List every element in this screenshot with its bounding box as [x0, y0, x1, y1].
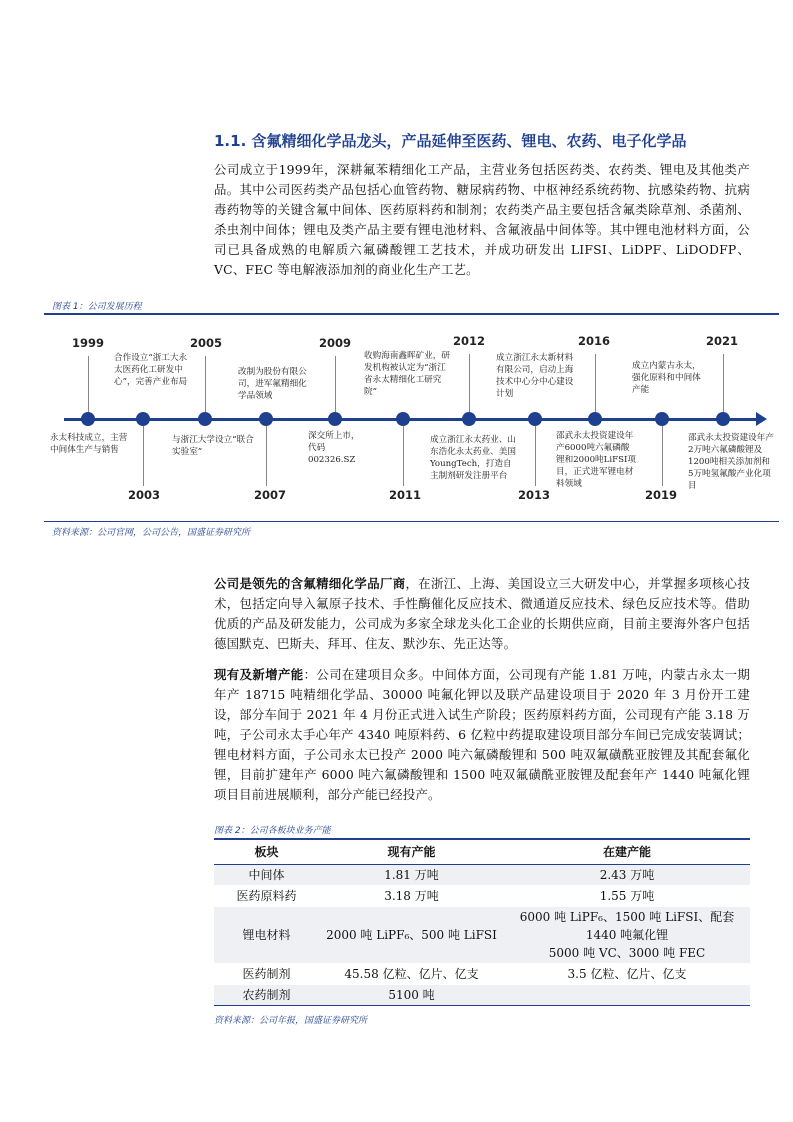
timeline-stem: [535, 426, 536, 486]
figure1-source: 资料来源：公司官网，公司公告，国盛证券研究所: [52, 528, 251, 538]
table-cell: [504, 984, 750, 1005]
timeline-year-1999: 1999: [72, 336, 105, 350]
timeline-stem: [335, 356, 336, 412]
cell-line: 6000 吨 LiPF₆、1500 吨 LiFSI、配套: [519, 909, 735, 924]
timeline-stem: [662, 426, 663, 486]
table-row: [214, 906, 750, 963]
table-row: [214, 984, 750, 1005]
timeline-text-2013: 成立浙江永太新材料有限公司，启动上海技术中心分中心建设计划: [496, 353, 574, 399]
timeline-year-2003: 2003: [128, 488, 161, 502]
figure2-label: 图表 2：公司各板块业务产能: [214, 826, 331, 836]
table-cell: 2.43 万吨: [504, 864, 750, 885]
timeline-text-2009: 深交所上市，代码002326.SZ: [308, 431, 360, 465]
section-title: 1.1. 含氟精细化学品龙头，产品延伸至医药、锂电、农药、电子化学品: [214, 132, 687, 150]
timeline-text-2016: 邵武永太投资建设年产6000吨六氟磷酸锂和2000吨LiFSI项目，正式进军锂电材料领域: [556, 431, 636, 489]
timeline-dot-2016: [588, 412, 602, 426]
timeline-dot-2012: [462, 412, 476, 426]
timeline-dot-2003: [136, 412, 150, 426]
timeline-dot-2013: [528, 412, 542, 426]
timeline-dot-2005: [198, 412, 212, 426]
figure1-top-rule: [44, 313, 779, 315]
timeline-text-2019: 成立内蒙古永太，强化原料和中间体产能: [632, 361, 701, 395]
timeline-stem: [595, 354, 596, 412]
table-cell: 锂电材料: [214, 906, 319, 963]
timeline-stem: [403, 426, 404, 486]
table-cell: 5100 吨: [319, 984, 504, 1005]
timeline-text-2012: 成立浙江永太药业、山东浩化永太药业、美国YoungTech，打造自主制剂研发注册平台: [430, 435, 516, 481]
table-cell: 1.55 万吨: [504, 885, 750, 906]
table-row: [214, 963, 750, 984]
paragraph2-lead: 公司是领先的含氟精细化学品厂商: [214, 576, 406, 591]
timeline-dot-2021: [716, 412, 730, 426]
capacity-table: [214, 840, 750, 1006]
timeline-arrow: [756, 412, 767, 426]
timeline-year-2009: 2009: [319, 336, 352, 350]
table-cell: 3.18 万吨: [319, 885, 504, 906]
timeline-year-2013: 2013: [518, 488, 551, 502]
timeline-year-2012: 2012: [453, 334, 486, 348]
timeline-text-2005: 与浙江大学设立“联合实验室”: [172, 435, 254, 457]
cell-line: 5000 吨 VC、3000 吨 FEC: [548, 945, 706, 960]
figure1-bottom-rule: [44, 521, 779, 522]
timeline-dot-2019: [655, 412, 669, 426]
timeline-stem: [723, 354, 724, 412]
table-header: 板块: [214, 840, 319, 864]
timeline-stem: [88, 356, 89, 412]
timeline: [44, 316, 779, 520]
table-row: [214, 864, 750, 885]
table-cell: 农药制剂: [214, 984, 319, 1005]
timeline-year-2011: 2011: [389, 488, 422, 502]
paragraph-company-intro: 公司成立于1999年，深耕氟苯精细化工产品，主营业务包括医药类、农药类、锂电及其他类产品。其中公司医药类产品包括心血管药物、糖尿病药物、中枢神经系统药物、抗感染药物、抗病毒药物等的关键含氟中间体、医药原料药和制剂；农药类产品主要包括含氟类除草剂、杀菌剂、杀虫剂中间体；锂电及类产品主要有锂电池材料、含氟液晶中间体等。其中锂电池材料方面，公司已具备成熟的电解质六氟磷酸锂工艺技术，并成功研发出 LIFSI、LiDPF、LiDODFP、VC、FEC 等电解液添加剂的商业化生产工艺。: [214, 162, 750, 277]
timeline-text-2011: 收购海南鑫晖矿业，研发机构被认定为“浙江省永太精细化工研究院”: [364, 351, 450, 397]
timeline-stem: [143, 426, 144, 486]
table-cell: 2000 吨 LiPF₆、500 吨 LiFSI: [319, 906, 504, 963]
table-row: [214, 885, 750, 906]
table-cell: 中间体: [214, 864, 319, 885]
table-cell: 医药原料药: [214, 885, 319, 906]
table-header: 在建产能: [504, 840, 750, 864]
timeline-dot-1999: [81, 412, 95, 426]
table-cell: [504, 906, 750, 963]
figure1-label: 图表 1：公司发展历程: [52, 302, 142, 312]
timeline-year-2021: 2021: [706, 334, 739, 348]
paragraph3-body: ：公司在建项目众多。中间体方面，公司现有产能 1.81 万吨，内蒙古永太一期年产 18715 吨精细化学品、30000 吨氟化钾以及联产品建设项目于 2020 年 3 月份开工建设，部分车间于 2021 年 4 月份正式进入试生产阶段；医药原料药方面，公司现有产能 3.18 万吨，子公司永太手心年产 4340 吨原料药、6 亿粒中药提取建设项目部分车间已完成安装调试；锂电材料方面，子公司永太已投产 2000 吨六氟磷酸锂和 500 吨双氟磺酰亚胺锂及其配套氟化锂，目前扩建年产 6000 吨六氟磷酸锂和 1500 吨双氟磺酰亚胺锂及配套年产 1440 吨氟化锂项目目前进展顺利，部分产能已经投产。: [214, 667, 750, 802]
timeline-year-2019: 2019: [645, 488, 678, 502]
paragraph-leading-manufacturer: [214, 574, 750, 654]
cell-line: 1440 吨氟化锂: [585, 927, 669, 942]
timeline-text-2003: 合作设立“浙工大永太医药化工研发中心”，完善产业布局: [114, 353, 188, 387]
timeline-text-2007: 改制为股份有限公司，进军氟精细化学品领域: [238, 367, 307, 401]
timeline-text-2021: 邵武永太投资建设年产2万吨六氟磷酸锂及1200吨相关添加剂和5万吨氢氟酸产业化项目: [688, 433, 774, 491]
table-cell: 45.58 亿粒、亿片、亿支: [319, 963, 504, 984]
timeline-stem: [266, 426, 267, 486]
table-cell: 3.5 亿粒、亿片、亿支: [504, 963, 750, 984]
timeline-stem: [469, 354, 470, 412]
table-cell: 医药制剂: [214, 963, 319, 984]
table-header: 现有产能: [319, 840, 504, 864]
timeline-dot-2009: [328, 412, 342, 426]
table-header-row: [214, 840, 750, 864]
figure2-source: 资料来源：公司年报，国盛证券研究所: [214, 1016, 368, 1026]
timeline-year-2007: 2007: [254, 488, 287, 502]
paragraph3-lead: 现有及新增产能: [214, 667, 304, 682]
timeline-text-1999: 永太科技成立，主营中间体生产与销售: [50, 433, 128, 455]
timeline-year-2005: 2005: [190, 336, 223, 350]
paragraph2-body: ，在浙江、上海、美国设立三大研发中心，并掌握多项核心技术，包括定向导入氟原子技术、手性酶催化反应技术、微通道反应技术、绿色反应技术等。借助优质的产品及研发能力，公司成为多家全球龙头化工企业的长期供应商，目前主要海外客户包括德国默克、巴斯夫、拜耳、住友、默沙东、先正达等。: [214, 576, 751, 651]
timeline-year-2016: 2016: [578, 334, 611, 348]
timeline-dot-2011: [396, 412, 410, 426]
table-cell: 1.81 万吨: [319, 864, 504, 885]
timeline-dot-2007: [259, 412, 273, 426]
paragraph-capacity: [214, 665, 750, 805]
timeline-stem: [205, 356, 206, 412]
